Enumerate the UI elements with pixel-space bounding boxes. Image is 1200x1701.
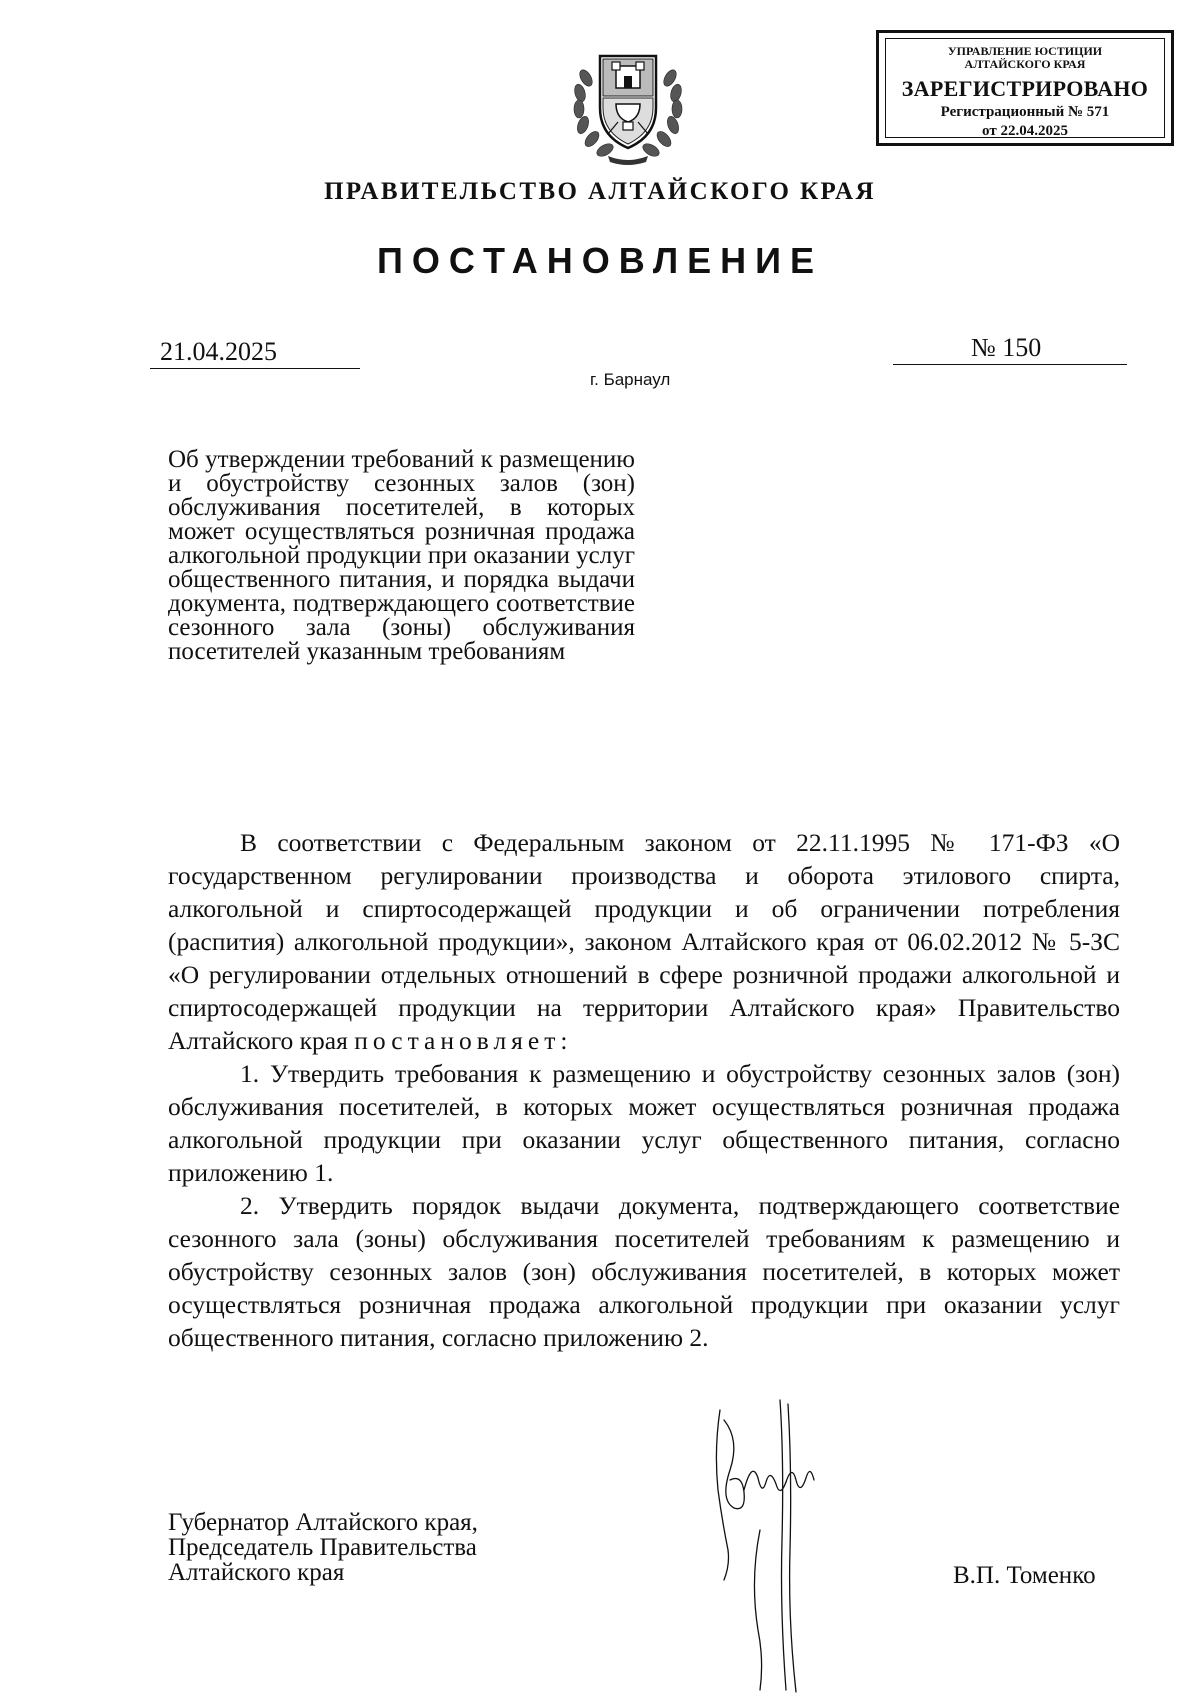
handwritten-signature [700, 1380, 860, 1696]
signatory-name: В.П. Томенко [953, 1562, 1096, 1589]
preamble-text: В соответствии с Федеральным законом от 22.11.1995 № 171-ФЗ «О государственном регулировании производства и оборота этилового спирта, алкогольной и спиртосодержащей продукции и об ограничении потребления (распития) алкогольной продукции», законом Алтайского края от 06.02.2012 № 5-ЗС «О регулировании отдельных отношений в сфере розничной продажи алкогольной и спиртосодержащей продукции на территории Алтайского края» Правительство Алтайского края [168, 828, 1120, 1055]
document-type-title: ПОСТАНОВЛЕНИЕ [377, 240, 823, 281]
resolves-word: постановляет: [354, 1026, 573, 1055]
document-date: 21.04.2025 [150, 336, 360, 369]
altai-coat-of-arms-icon [568, 38, 688, 166]
stamp-reg-number: Регистрационный № 571 [940, 104, 1110, 120]
document-city: г. Барнаул [590, 370, 671, 389]
item-2-paragraph: 2. Утвердить порядок выдачи документа, подтверждающего соответствие сезонного зала (зоны) обслуживания посетителей требованиям к размещению и обустройству сезонных залов (зон) обслуживания посетителей, в которых может осуществляться розничная продажа алкогольной продукции при оказании услуг общественного питания, согласно приложению 2. [168, 1191, 1120, 1352]
preamble-paragraph [168, 826, 1120, 1057]
stamp-status: ЗАРЕГИСТРИРОВАНО [901, 76, 1149, 101]
stamp-reg-date: от 22.04.2025 [982, 123, 1068, 139]
document-subject: Об утверждении требований к размещению и обустройству сезонных залов (зон) обслуживания посетителей, в которых может осуществляться розничная продажа алкогольной продукции при оказании услуг общественного питания, и порядка выдачи документа, подтверждающего соответствие сезонного зала (зоны) обслуживания посетителей указанным требованиям [168, 446, 635, 665]
stamp-agency-line1: УПРАВЛЕНИЕ ЮСТИЦИИ [947, 44, 1103, 58]
document-body [168, 826, 1120, 1354]
stamp-agency-line2: АЛТАЙСКОГО КРАЯ [964, 57, 1086, 71]
stamp-inner-frame [885, 38, 1165, 138]
position-line-1: Губернатор Алтайского края, [168, 1509, 478, 1536]
document-number: № 150 [893, 332, 1127, 365]
item-1-paragraph: 1. Утвердить требования к размещению и обустройству сезонных залов (зон) обслуживания посетителей, в которых может осуществляться розничная продажа алкогольной продукции при оказании услуг общественного питания, согласно приложению 1. [168, 1059, 1120, 1187]
signatory-position [168, 1510, 478, 1585]
position-line-3: Алтайского края [168, 1559, 345, 1586]
registration-stamp [876, 30, 1174, 146]
position-line-2: Председатель Правительства [168, 1534, 477, 1561]
organization-title: ПРАВИТЕЛЬСТВО АЛТАЙСКОГО КРАЯ [324, 178, 876, 205]
